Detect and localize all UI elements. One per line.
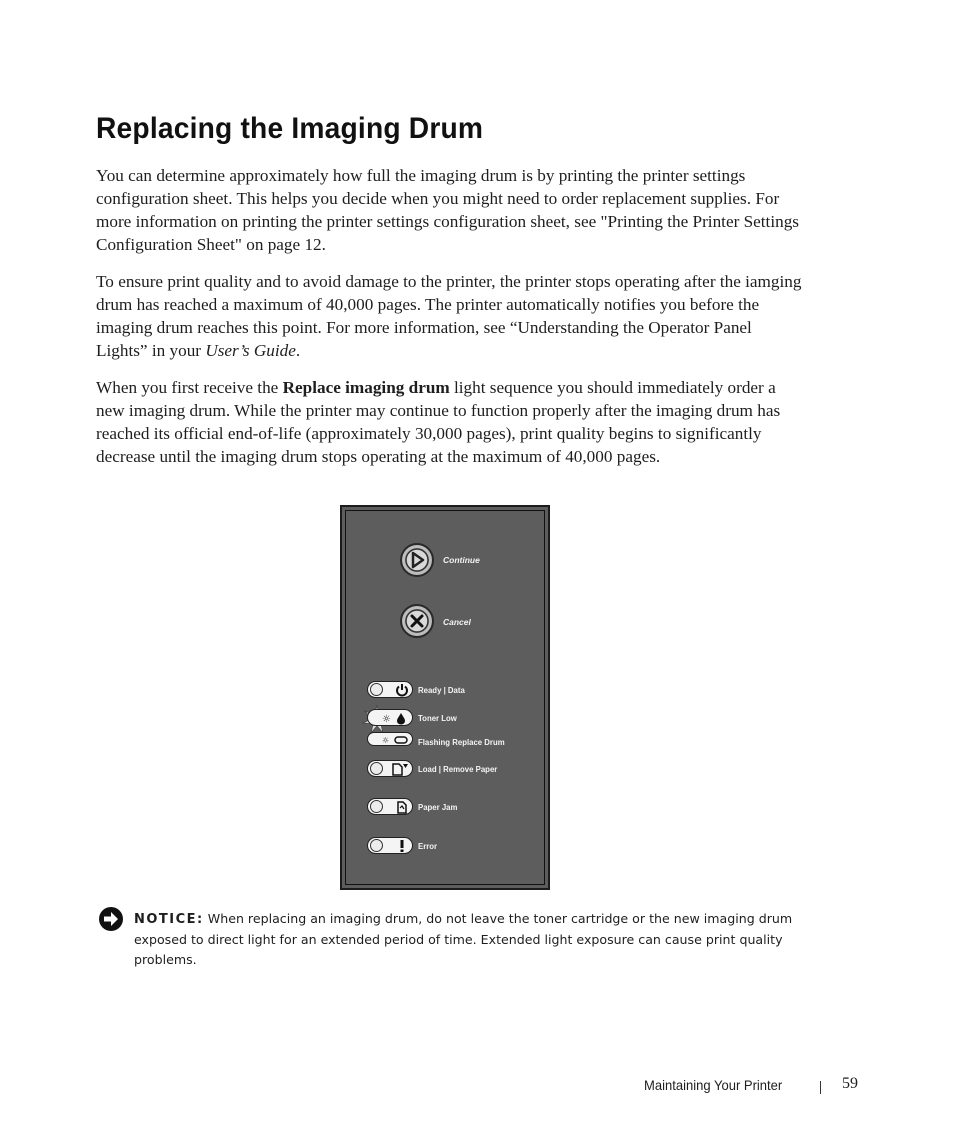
light-label-replace-drum: Flashing Replace Drum	[418, 738, 505, 747]
play-icon	[402, 545, 432, 575]
notice-block	[134, 909, 800, 970]
operator-panel-illustration	[340, 505, 550, 890]
replace-drum-term: Replace imaging drum	[282, 378, 450, 397]
light-label-paper-jam: Paper Jam	[418, 803, 458, 812]
cancel-label: Cancel	[443, 617, 471, 627]
light-load-paper	[367, 760, 413, 777]
x-icon	[402, 606, 432, 636]
paragraph-text: To ensure print quality and to avoid damage to the printer, the printer stops operating after the iamging drum has reached a maximum of 40,000 pages. The printer automatically notifies you before the imaging drum reaches this point. For more information, see “Understanding the Operator Panel Lights” in your	[96, 272, 802, 360]
power-icon	[395, 683, 409, 697]
led-off	[370, 683, 383, 696]
paragraph-replace-warning	[96, 376, 802, 468]
led-off	[370, 800, 383, 813]
users-guide-reference: User’s Guide	[205, 341, 296, 360]
notice-label: NOTICE:	[134, 912, 204, 927]
paper-jam-icon	[395, 800, 409, 814]
light-label-load-paper: Load | Remove Paper	[418, 765, 498, 774]
light-paper-jam	[367, 798, 413, 815]
svg-text:☼: ☼	[382, 714, 391, 725]
page-number: 59	[842, 1075, 858, 1092]
footer-section-title: Maintaining Your Printer	[644, 1077, 783, 1093]
cancel-button	[400, 604, 434, 638]
light-label-error: Error	[418, 842, 438, 851]
light-replace-drum	[367, 732, 413, 746]
toner-drop-icon	[381, 711, 409, 725]
paper-load-icon	[391, 762, 409, 776]
page-title: Replacing the Imaging Drum	[96, 112, 484, 145]
paragraph-text: light sequence you should immediately order a new imaging drum. While the printer may continue to function properly after the imaging drum has reached its official end-of-life (approximately 30,000 pages), print quality begins to significantly decrease until the imaging drum stops operating at the maximum of 40,000 pages.	[96, 378, 781, 466]
svg-text:☼: ☼	[382, 736, 390, 745]
paragraph-text: When you first receive the	[96, 378, 283, 397]
led-off	[370, 839, 383, 852]
light-label-ready-data: Ready | Data	[418, 686, 465, 695]
footer-divider	[820, 1081, 821, 1094]
continue-label: Continue	[443, 555, 480, 565]
continue-button	[400, 543, 434, 577]
light-ready-data	[367, 681, 413, 698]
paragraph-text: You can determine approximately how full the imaging drum is by printing the printer settings configuration sheet. This helps you decide when you might need to order replacement supplies. For more information on printing the printer settings configuration sheet, see "Printing the Printer Settings Configuration Sheet" on page 12.	[96, 166, 799, 254]
exclamation-icon	[395, 839, 409, 853]
light-label-toner-low: Toner Low	[418, 714, 457, 723]
light-error	[367, 837, 413, 854]
led-off	[370, 762, 383, 775]
light-toner-low	[367, 709, 413, 726]
paragraph-drum-limit	[96, 270, 802, 362]
drum-icon	[381, 734, 409, 746]
notice-text: When replacing an imaging drum, do not leave the toner cartridge or the new imaging drum exposed to direct light for an extended period of time. Extended light exposure can cause print quality problems.	[134, 911, 793, 967]
notice-arrow-icon	[98, 906, 124, 932]
paragraph-drum-status	[96, 164, 802, 256]
paragraph-end: .	[295, 341, 301, 360]
